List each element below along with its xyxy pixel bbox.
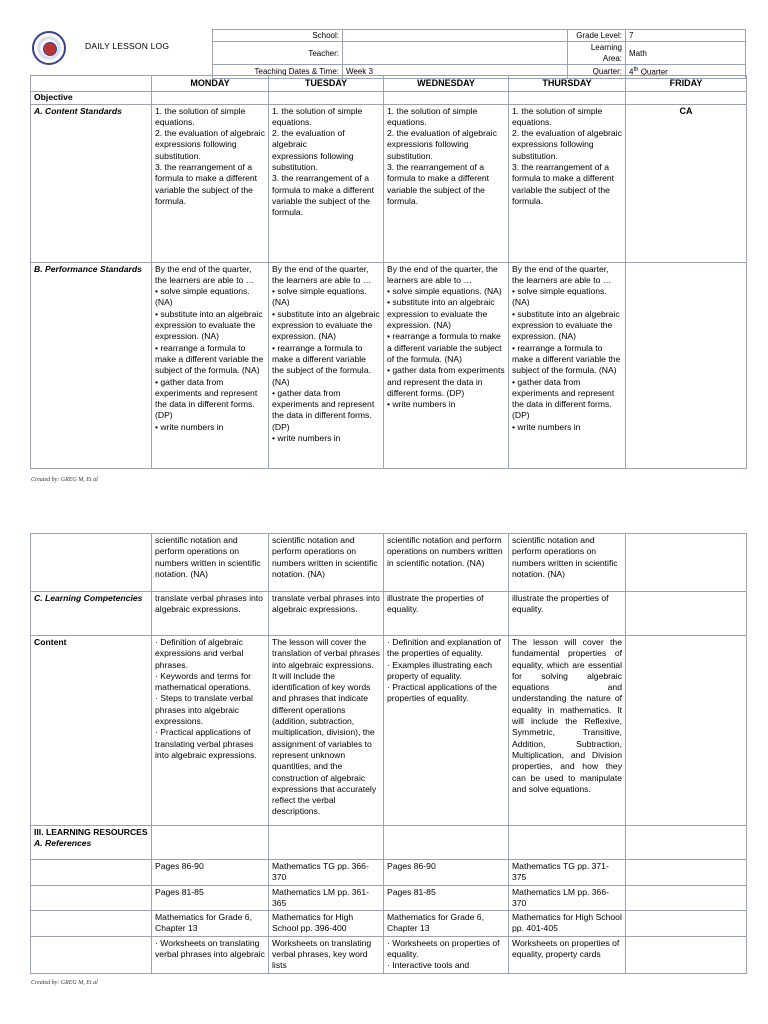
performance-standards-cont-row — [31, 534, 747, 592]
content-standards-label: A. Content Standards — [31, 104, 152, 262]
ref-cell: Worksheets on properties of equality, property cards — [509, 936, 626, 973]
ref-cell: Worksheets on translating verbal phrases, key word lists — [269, 936, 384, 973]
performance-standards-friday — [626, 262, 747, 468]
learning-competencies-row — [31, 592, 747, 636]
ref-cell — [626, 885, 747, 911]
area-value[interactable]: Math — [626, 42, 746, 65]
performance-standards-tuesday-cont: scientific notation and perform operations on numbers written in scientific notation. (NA) — [269, 534, 384, 592]
performance-standards-monday-cont: scientific notation and perform operations on numbers written in scientific notation. (NA) — [152, 534, 269, 592]
content-standards-row — [31, 104, 747, 262]
dates-label: Teaching Dates & Time: — [213, 65, 343, 79]
school-value[interactable] — [343, 30, 568, 42]
reference-row — [31, 885, 747, 911]
header-title: DAILY LESSON LOG — [85, 41, 170, 51]
content-standards-friday: CA — [626, 104, 747, 262]
learning-competencies-thursday: illustrate the properties of equality. — [509, 592, 626, 636]
day-thursday: THURSDAY — [509, 76, 626, 92]
reference-row — [31, 860, 747, 886]
content-row — [31, 636, 747, 826]
ref-cell: Mathematics for Grade 6, Chapter 13 — [384, 911, 509, 937]
ref-cell: Mathematics for High School pp. 401-405 — [509, 911, 626, 937]
performance-standards-friday-cont — [626, 534, 747, 592]
deped-seal-icon — [32, 31, 66, 65]
school-label: School: — [213, 30, 343, 42]
day-friday: FRIDAY — [626, 76, 747, 92]
day-header-row — [31, 76, 747, 92]
ref-cell: Pages 81-85 — [384, 885, 509, 911]
learning-competencies-tuesday: translate verbal phrases into algebraic expressions. — [269, 592, 384, 636]
page-footer: Created by: GREG M, Et al — [31, 477, 98, 483]
ref-cell — [626, 936, 747, 973]
learning-resources-row — [31, 826, 747, 860]
content-standards-monday: 1. the solution of simple equations. 2. the evaluation of algebraic expressions following substitution. 3. the rearrangement of a formula to make a different variable the subject of the formula. — [152, 104, 269, 262]
quarter-value[interactable]: 4th Quarter — [626, 65, 746, 79]
learning-competencies-friday — [626, 592, 747, 636]
teacher-label: Teacher: — [213, 42, 343, 65]
performance-standards-wednesday: By the end of the quarter, the learners are able to … • solve simple equations. (NA) • substitute into an algebraic expression to evaluate the expression. (NA) • rearrange a formula to make a different variable the subject of the formula. (NA) • gather data from experiments and represent the data in different forms. (DP) • write numbers in — [384, 262, 509, 468]
references-label: A. References — [34, 838, 92, 849]
header-info-table — [212, 29, 746, 79]
content-standards-wednesday: 1. the solution of simple equations. 2. the evaluation of algebraic expressions following substitution. 3. the rearrangement of a formula to make a different variable the subject of the formula. — [384, 104, 509, 262]
ref-cell: Mathematics TG pp. 371-375 — [509, 860, 626, 886]
ref-cell: Mathematics TG pp. 366-370 — [269, 860, 384, 886]
ref-cell: Mathematics LM pp. 361-365 — [269, 885, 384, 911]
ref-cell — [626, 860, 747, 886]
performance-standards-label: B. Performance Standards — [31, 262, 152, 468]
performance-standards-row — [31, 262, 747, 468]
lesson-table-page2 — [30, 533, 747, 974]
lesson-table-page1 — [30, 75, 747, 469]
performance-standards-thursday-cont: scientific notation and perform operations on numbers written in scientific notation. (NA) — [509, 534, 626, 592]
learning-competencies-monday: translate verbal phrases into algebraic expressions. — [152, 592, 269, 636]
content-standards-tuesday: 1. the solution of simple equations. 2. the evaluation of algebraic expressions following substitution. 3. the rearrangement of a formula to make a different variable the subject of the formula. — [269, 104, 384, 262]
objective-label: Objective — [31, 92, 152, 104]
ref-cell — [626, 911, 747, 937]
content-friday — [626, 636, 747, 826]
day-tuesday: TUESDAY — [269, 76, 384, 92]
performance-standards-thursday: By the end of the quarter, the learners are able to … • solve simple equations. (NA) • substitute into an algebraic expression to evaluate the expression. (NA) • rearrange a formula to make a different variable the subject of the formula. (NA) • gather data from experiments and represent the data in different forms. (DP) • write numbers in — [509, 262, 626, 468]
page-footer: Created by: GREG M, Et al — [31, 980, 98, 986]
performance-standards-tuesday: By the end of the quarter, the learners are able to … • solve simple equations. (NA) • substitute into an algebraic expression to evaluate the expression. (NA) • rearrange a formula to make a different variable the subject of the formula. (NA) • gather data from experiments and represent the data in different forms. (DP) • write numbers in — [269, 262, 384, 468]
content-wednesday: · Definition and explanation of the properties of equality. · Examples illustrating each property of equality. · Practical applications of the properties of equality. — [384, 636, 509, 826]
teacher-value[interactable] — [343, 42, 568, 65]
content-thursday: The lesson will cover the fundamental properties of equality, which are essential for solving algebraic equations and understanding the nature of equality in mathematics. It will include the Reflexive, Symmetric, Transitive, Addition, Subtraction, Multiplication, and Division properties, and how they can be used to manipulate and solve equations. — [509, 636, 626, 826]
reference-row — [31, 911, 747, 937]
day-wednesday: WEDNESDAY — [384, 76, 509, 92]
grade-label: Grade Level: — [568, 30, 626, 42]
grade-value[interactable]: 7 — [626, 30, 746, 42]
ref-cell: Mathematics for High School pp. 396-400 — [269, 911, 384, 937]
performance-standards-monday: By the end of the quarter, the learners are able to … • solve simple equations. (NA) • substitute into an algebraic expression to evaluate the expression. (NA) • rearrange a formula to make a different variable the subject of the formula. (NA) • gather data from experiments and represent the data in different forms. (DP) • write numbers in — [152, 262, 269, 468]
ref-cell: Mathematics for Grade 6, Chapter 13 — [152, 911, 269, 937]
day-monday: MONDAY — [152, 76, 269, 92]
content-label: Content — [31, 636, 152, 826]
reference-row — [31, 936, 747, 973]
ref-cell: Pages 86-90 — [384, 860, 509, 886]
content-standards-thursday: 1. the solution of simple equations. 2. the evaluation of algebraic expressions following substitution. 3. the rearrangement of a formula to make a different variable the subject of the formula. — [509, 104, 626, 262]
dates-value[interactable]: Week 3 — [343, 65, 568, 79]
lesson-log-header — [30, 29, 746, 77]
performance-standards-wednesday-cont: scientific notation and perform operations on numbers written in scientific notation. (NA) — [384, 534, 509, 592]
ref-cell: Mathematics LM pp. 366-370 — [509, 885, 626, 911]
ref-cell: Pages 81-85 — [152, 885, 269, 911]
ref-cell: · Worksheets on properties of equality. · Interactive tools and — [384, 936, 509, 973]
content-tuesday: The lesson will cover the translation of verbal phrases into algebraic expressions. It will include the identification of key words and phrases that indicate different operations (addition, subtraction, multiplication, division), the assignment of variables to represent unknown quantities, and the construction of algebraic expressions that accurately reflect the verbal descriptions. — [269, 636, 384, 826]
ref-cell: Pages 86-90 — [152, 860, 269, 886]
learning-competencies-label: C. Learning Competencies — [31, 592, 152, 636]
ref-cell: · Worksheets on translating verbal phrases into algebraic — [152, 936, 269, 973]
quarter-label: Quarter: — [568, 65, 626, 79]
area-label: Learning Area: — [568, 42, 626, 65]
content-monday: · Definition of algebraic expressions and verbal phrases. · Keywords and terms for mathematical operations. · Steps to translate verbal phrases into algebraic expressions. · Practical applications of translating verbal phrases into algebraic expressions. — [152, 636, 269, 826]
learning-resources-label: III. LEARNING RESOURCES — [34, 827, 148, 837]
learning-competencies-wednesday: illustrate the properties of equality. — [384, 592, 509, 636]
